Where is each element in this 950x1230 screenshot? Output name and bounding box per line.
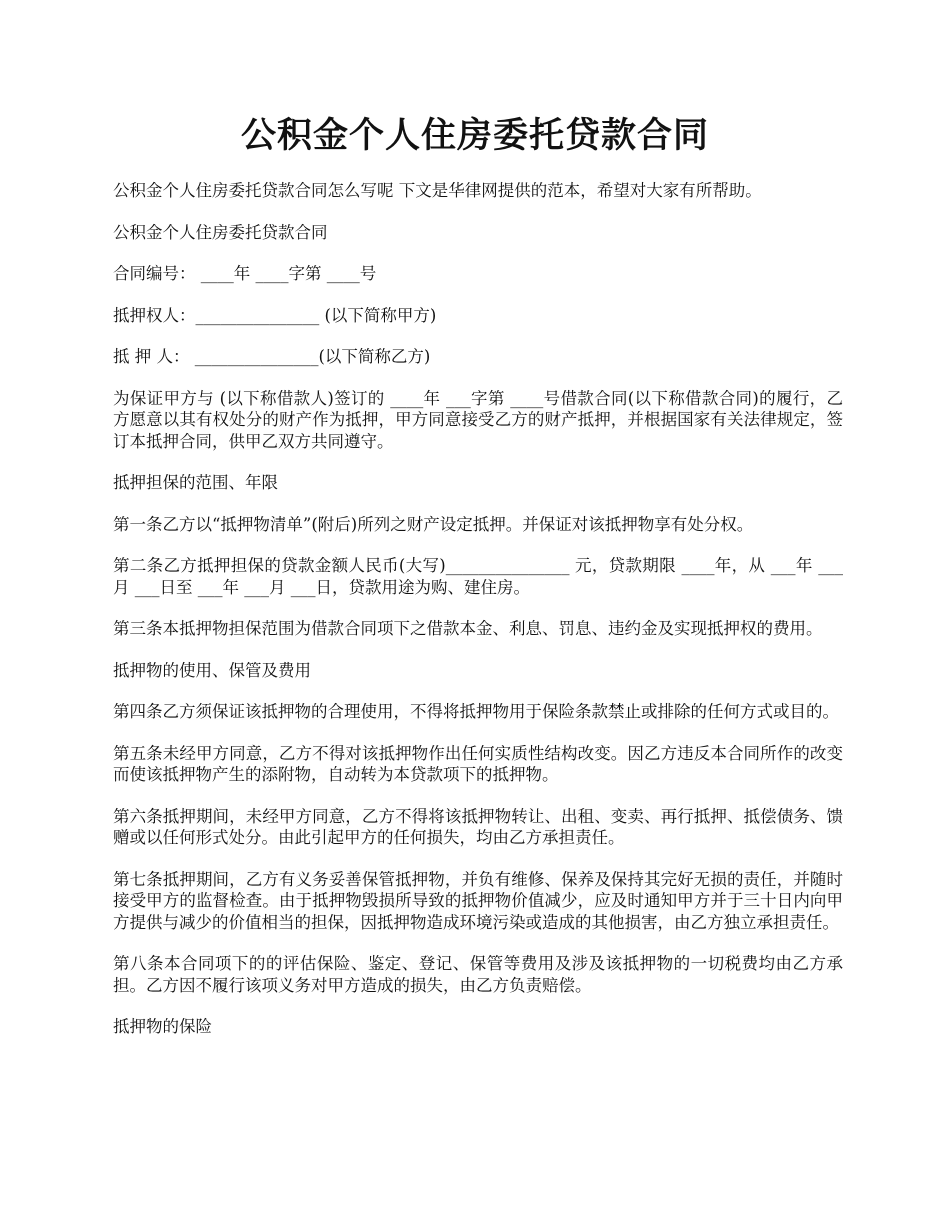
section-heading-usage: 抵押物的使用、保管及费用	[113, 660, 311, 680]
contract-name: 公积金个人住房委托贷款合同	[113, 222, 328, 242]
section-heading-insurance: 抵押物的保险	[113, 1017, 212, 1036]
article-5: 第五条未经甲方同意，乙方不得对该抵押物作出任何实质性结构改变。因乙方违反本合同所作的改变而使该抵押物产生的添附物，自动转为本贷款项下的抵押物。	[113, 743, 843, 784]
document-title: 公积金个人住房委托贷款合同	[240, 115, 709, 156]
article-4: 第四条乙方须保证该抵押物的合理使用，不得将抵押物用于保险条款禁止或排除的任何方式或目的。	[113, 702, 839, 721]
article-3: 第三条本抵押物担保范围为借款合同项下之借款本金、利息、罚息、违约金及实现抵押权的费用。	[113, 619, 823, 638]
mortgagee-line: 抵押权人：_______________ (以下简称甲方)	[113, 305, 437, 325]
intro-paragraph: 公积金个人住房委托贷款合同怎么写呢 下文是华律网提供的范本，希望对大家有所帮助。	[113, 181, 762, 200]
contract-number-line: 合同编号： ____年 ____字第 ____号	[113, 264, 377, 283]
preamble-paragraph: 为保证甲方与 (以下称借款人)签订的 ____年 ___字第 ____号借款合同(以下称借款合同)的履行，乙方愿意以其有权处分的财产作为抵押，甲方同意接受乙方的财产抵押，并根据国家有关法律规定，签订本抵押合同，供甲乙双方共同遵守。	[113, 388, 843, 451]
document-body	[113, 180, 843, 1058]
article-1: 第一条乙方以“抵押物清单”(附后)所列之财产设定抵押。并保证对该抵押物享有处分权。	[113, 514, 754, 534]
article-2: 第二条乙方抵押担保的贷款金额人民币(大写)_______________ 元，贷款期限 ____年，从 ___年 ___月 ___日至 ___年 ___月 ___日，贷款用途为购、建住房。	[113, 556, 843, 597]
article-8: 第八条本合同项下的的评估保险、鉴定、登记、保管等费用及涉及该抵押物的一切税费均由乙方承担。乙方因不履行该项义务对甲方造成的损失，由乙方负责赔偿。	[113, 954, 843, 995]
mortgagor-line: 抵 押 人： _______________(以下简称乙方)	[113, 347, 431, 366]
article-6: 第六条抵押期间，未经甲方同意，乙方不得将该抵押物转让、出租、变卖、再行抵押、抵偿债务、馈赠或以任何形式处分。由此引起甲方的任何损失，均由乙方承担责任。	[113, 806, 843, 847]
section-heading-scope: 抵押担保的范围、年限	[113, 473, 278, 492]
article-7: 第七条抵押期间，乙方有义务妥善保管抵押物，并负有维修、保养及保持其完好无损的责任，并随时接受甲方的监督检查。由于抵押物毁损所导致的抵押物价值减少，应及时通知甲方并于三十日内向甲方提供与减少的价值相当的担保，因抵押物造成环境污染或造成的其他损害，由乙方独立承担责任。	[113, 869, 843, 932]
